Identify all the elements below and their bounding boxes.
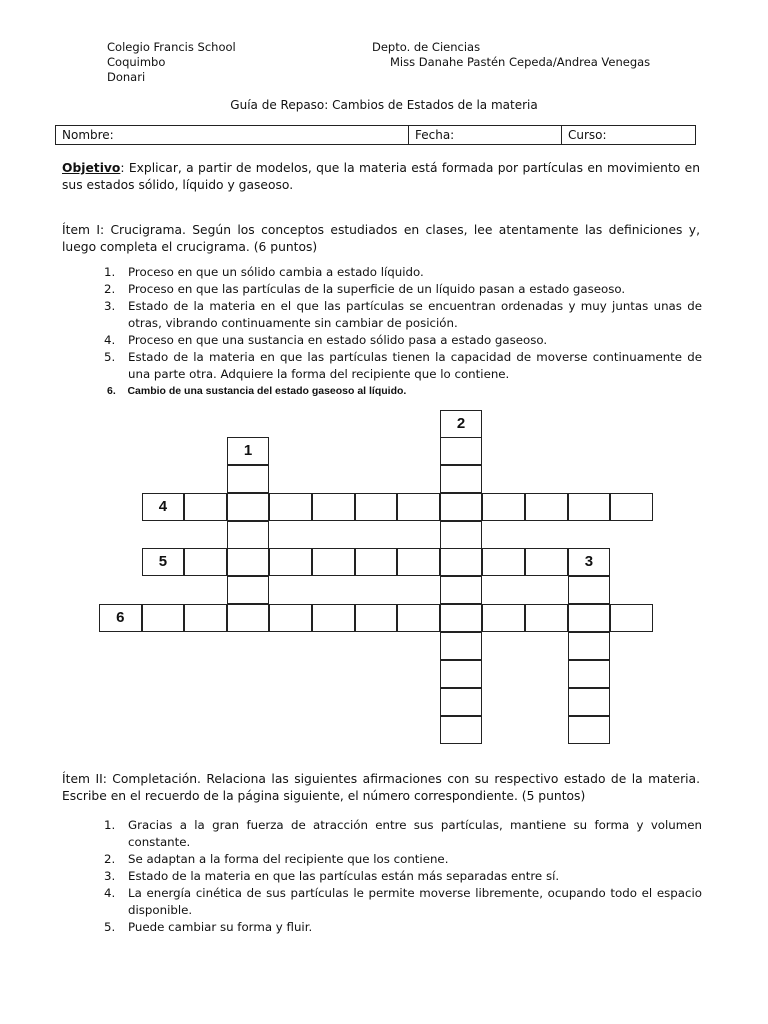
- list-item: [104, 851, 702, 868]
- clue-text: Proceso en que una sustancia en estado sólido pasa a estado gaseoso.: [128, 333, 548, 347]
- crossword-cell[interactable]: [482, 493, 525, 521]
- crossword-number: 5: [158, 553, 168, 570]
- crossword-cell[interactable]: [568, 604, 611, 632]
- crossword-cell[interactable]: [440, 688, 483, 716]
- crossword-cell[interactable]: [610, 604, 653, 632]
- crossword-cell[interactable]: [227, 576, 270, 604]
- statement-number: 2.: [104, 852, 116, 866]
- crossword-number-cell: [440, 410, 483, 438]
- crossword-number: 4: [158, 498, 168, 515]
- crossword-number-cell: [142, 493, 185, 521]
- clue-number: 4.: [104, 333, 116, 347]
- list-item: [104, 885, 702, 919]
- clue-number: 2.: [104, 282, 116, 296]
- crossword-cell[interactable]: [525, 493, 568, 521]
- crossword-cell[interactable]: [227, 465, 270, 493]
- list-item: [104, 868, 702, 885]
- crossword-number-cell: [142, 548, 185, 576]
- crossword-cell[interactable]: [269, 493, 312, 521]
- crossword-number-cell: [568, 548, 611, 576]
- clue-text: Cambio de una sustancia del estado gaseoso al líquido.: [127, 385, 407, 397]
- statement-text: Estado de la materia en que las partículas están más separadas entre sí.: [128, 869, 560, 883]
- crossword-cell[interactable]: [568, 688, 611, 716]
- crossword-number: 6: [116, 609, 125, 626]
- crossword-cell[interactable]: [568, 632, 611, 660]
- crossword-cell[interactable]: [312, 493, 355, 521]
- clue-text: Proceso en que las partículas de la superficie de un líquido pasan a estado gaseoso.: [128, 282, 626, 296]
- crossword-cell[interactable]: [269, 604, 312, 632]
- objective-label: Objetivo: [62, 161, 121, 175]
- clue-text: Estado de la materia en que las partículas tienen la capacidad de moverse continuamente de una parte otra. Adquiere la forma del recipiente que lo contiene.: [128, 350, 702, 381]
- statement-text: Puede cambiar su forma y fluir.: [128, 920, 313, 934]
- crossword-cell[interactable]: [525, 604, 568, 632]
- clue-number: 1.: [104, 265, 116, 279]
- crossword-cell[interactable]: [568, 493, 611, 521]
- crossword-cell[interactable]: [355, 548, 398, 576]
- crossword-cell[interactable]: [397, 548, 440, 576]
- crossword-number-cell: [227, 437, 270, 465]
- crossword-cell[interactable]: [184, 493, 227, 521]
- crossword-cell[interactable]: [227, 521, 270, 549]
- document-title: Guía de Repaso: Cambios de Estados de la materia: [230, 98, 538, 112]
- crossword-cell[interactable]: [184, 604, 227, 632]
- objective-text: : Explicar, a partir de modelos, que la materia está formada por partículas en movimiento en sus estados sólido, líquido y gaseoso.: [62, 161, 700, 192]
- crossword-cell[interactable]: [269, 548, 312, 576]
- crossword-cell[interactable]: [355, 604, 398, 632]
- crossword-cell[interactable]: [568, 576, 611, 604]
- crossword-cell[interactable]: [482, 548, 525, 576]
- crossword-cell[interactable]: [142, 604, 185, 632]
- crossword-cell[interactable]: [440, 465, 483, 493]
- crossword-cell[interactable]: [397, 493, 440, 521]
- statement-number: 3.: [104, 869, 116, 883]
- statement-number: 4.: [104, 886, 116, 900]
- crossword-cell[interactable]: [440, 548, 483, 576]
- crossword-cell[interactable]: [440, 716, 483, 744]
- crossword-cell[interactable]: [227, 548, 270, 576]
- course-label: Curso:: [568, 128, 607, 142]
- crossword-cell[interactable]: [440, 576, 483, 604]
- statement-text: Se adaptan a la forma del recipiente que los contiene.: [128, 852, 449, 866]
- crossword-cell[interactable]: [482, 604, 525, 632]
- completion-statements: [104, 817, 702, 936]
- date-label: Fecha:: [415, 128, 455, 142]
- crossword-cell[interactable]: [440, 632, 483, 660]
- crossword-number-cell: [99, 604, 142, 632]
- clue-text: Estado de la materia en el que las partículas se encuentran ordenadas y muy juntas unas de otras, vibrando continuamente sin cambiar de posición.: [128, 299, 702, 330]
- crossword-cell[interactable]: [568, 716, 611, 744]
- crossword-cell[interactable]: [525, 548, 568, 576]
- crossword-number: 2: [456, 415, 466, 432]
- crossword-cell[interactable]: [397, 604, 440, 632]
- crossword-cell[interactable]: [610, 493, 653, 521]
- crossword-number: 1: [243, 442, 253, 459]
- item1-heading: Ítem I: Crucigrama. Según los conceptos estudiados en clases, lee atentamente las definiciones y, luego completa el crucigrama. (6 puntos): [62, 223, 700, 254]
- statement-number: 1.: [104, 818, 116, 832]
- name-label: Nombre:: [62, 128, 114, 142]
- school-city: Coquimbo: [107, 55, 166, 69]
- school-extra: Donari: [107, 70, 146, 84]
- crossword-cell[interactable]: [227, 493, 270, 521]
- list-item: [104, 919, 702, 936]
- crossword-cell[interactable]: [227, 604, 270, 632]
- crossword-cell[interactable]: [440, 493, 483, 521]
- list-item: [104, 817, 702, 851]
- crossword-cell[interactable]: [184, 548, 227, 576]
- clue-number: 6.: [107, 385, 116, 397]
- crossword-number: 3: [584, 553, 594, 570]
- clue-number: 3.: [104, 299, 116, 313]
- crossword-cell[interactable]: [440, 437, 483, 465]
- teachers: Miss Danahe Pastén Cepeda/Andrea Venegas: [390, 55, 651, 69]
- crossword-cell[interactable]: [355, 493, 398, 521]
- crossword-cell[interactable]: [440, 521, 483, 549]
- crossword-cell[interactable]: [312, 548, 355, 576]
- crossword-cell[interactable]: [440, 604, 483, 632]
- clue-number: 5.: [104, 350, 116, 364]
- department: Depto. de Ciencias: [372, 40, 481, 54]
- statement-text: La energía cinética de sus partículas le permite moverse libremente, ocupando todo el espacio disponible.: [128, 886, 702, 917]
- statement-text: Gracias a la gran fuerza de atracción entre sus partículas, mantiene su forma y volumen constante.: [128, 818, 702, 849]
- crossword-cell[interactable]: [312, 604, 355, 632]
- crossword-cell[interactable]: [568, 660, 611, 688]
- statement-number: 5.: [104, 920, 116, 934]
- clue-text: Proceso en que un sólido cambia a estado líquido.: [128, 265, 424, 279]
- item2-heading: Ítem II: Completación. Relaciona las siguientes afirmaciones con su respectivo estado de la materia. Escribe en el recuerdo de la página siguiente, el número correspondiente. (5 puntos): [62, 772, 700, 803]
- school-name: Colegio Francis School: [107, 40, 236, 54]
- crossword-cell[interactable]: [440, 660, 483, 688]
